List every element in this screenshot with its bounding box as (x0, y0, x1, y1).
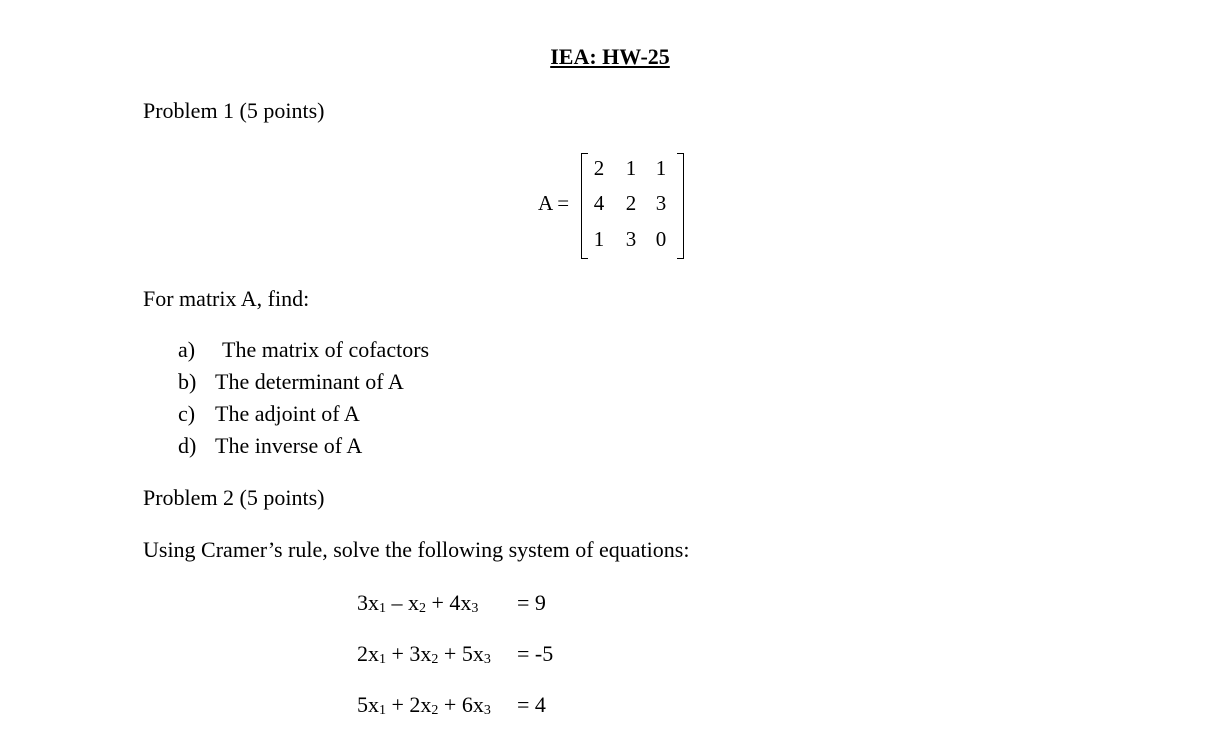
list-item (178, 369, 404, 395)
matrix-cell: 2 (625, 191, 637, 215)
matrix-cell: 3 (625, 227, 637, 251)
equation-row (0, 692, 600, 722)
subscript: 2 (431, 703, 439, 718)
equation-lhs (357, 692, 491, 719)
list-marker: b) (178, 369, 197, 394)
equation-row (0, 641, 600, 671)
matrix-cell: 2 (593, 156, 605, 180)
subscript: 3 (483, 703, 491, 718)
document-title: IEA: HW-25 (550, 44, 670, 69)
list-marker: a) (178, 337, 196, 362)
matrix-cell: 1 (593, 227, 605, 251)
subscript: 3 (483, 652, 491, 667)
subscript: 3 (471, 601, 479, 616)
equation-lhs (357, 590, 478, 617)
matrix-label: A = (538, 191, 570, 215)
matrix-cell: 3 (655, 191, 667, 215)
equation-lhs (357, 641, 491, 668)
matrix-cell: 4 (593, 191, 605, 215)
problem-1-prompt: For matrix A, find: (143, 286, 310, 311)
matrix-right-bracket (677, 153, 684, 259)
matrix-left-bracket (581, 153, 588, 259)
list-item (178, 433, 362, 459)
subscript: 1 (379, 601, 386, 616)
problem-1-heading: Problem 1 (5 points) (143, 98, 325, 123)
list-marker: c) (178, 401, 196, 426)
list-item-text: The matrix of cofactors (222, 337, 430, 362)
subscript: 2 (431, 652, 439, 667)
list-item-text: The inverse of A (215, 433, 363, 458)
equation-term: + 4x (426, 590, 472, 615)
list-item-text: The determinant of A (215, 369, 404, 394)
equation-term: + 5x (438, 641, 484, 666)
equation-rhs: = 4 (517, 692, 546, 717)
equation-term: – x (386, 590, 419, 615)
problem-2-heading: Problem 2 (5 points) (143, 485, 325, 510)
equation-rhs: = 9 (517, 590, 546, 615)
equation-term: 3x (357, 590, 379, 615)
equation-term: + 3x (386, 641, 432, 666)
matrix-cell: 1 (625, 156, 637, 180)
matrix-cell: 1 (655, 156, 667, 180)
list-item-text: The adjoint of A (215, 401, 360, 426)
list-item (178, 337, 429, 363)
equation-term: + 6x (438, 692, 484, 717)
subscript: 2 (419, 601, 426, 616)
problem-2-prompt: Using Cramer’s rule, solve the following system of equations: (143, 537, 690, 562)
matrix-cell: 0 (655, 227, 667, 251)
equation-term: 5x (357, 692, 379, 717)
list-marker: d) (178, 433, 197, 458)
subscript: 1 (379, 652, 386, 667)
list-item (178, 401, 360, 427)
subscript: 1 (379, 703, 386, 718)
equation-term: + 2x (386, 692, 432, 717)
equation-term: 2x (357, 641, 379, 666)
equation-row (0, 590, 600, 620)
equation-rhs: = -5 (517, 641, 554, 666)
